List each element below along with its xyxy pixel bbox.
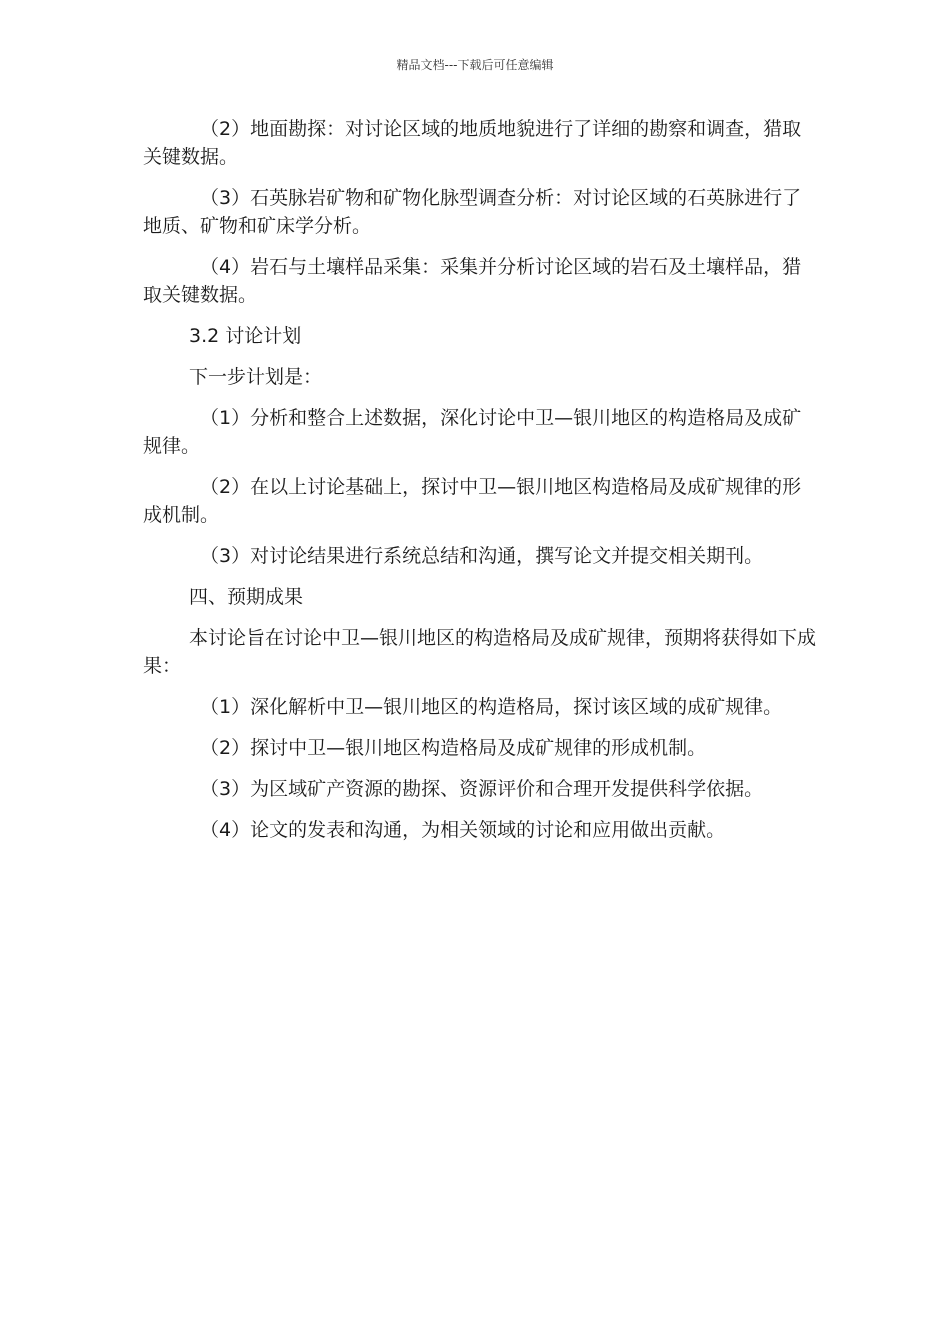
section-heading-expected-results: 四、预期成果 [189,586,304,608]
paragraph-results-intro: 本讨论旨在讨论中卫—银川地区的构造格局及成矿规律，预期将获得如下成果： [143,627,817,677]
paragraph-plan-item-1: （1）分析和整合上述数据，深化讨论中卫—银川地区的构造格局及成矿规律。 [143,407,802,457]
paragraph-result-item-1: （1）深化解析中卫—银川地区的构造格局，探讨该区域的成矿规律。 [200,696,783,718]
paragraph-result-item-4: （4）论文的发表和沟通，为相关领域的讨论和应用做出贡献。 [200,819,726,841]
paragraph-ground-survey: （2）地面勘探：对讨论区域的地质地貌进行了详细的勘察和调查，猎取关键数据。 [143,118,802,168]
paragraph-result-item-2: （2）探讨中卫—银川地区构造格局及成矿规律的形成机制。 [200,737,707,759]
paragraph-result-item-3: （3）为区域矿产资源的勘探、资源评价和合理开发提供科学依据。 [200,778,764,800]
page-header: 精品文档---下载后可任意编辑 [396,58,554,72]
paragraph-quartz-vein-analysis: （3）石英脉岩矿物和矿物化脉型调查分析：对讨论区域的石英脉进行了地质、矿物和矿床学分析。 [143,187,802,237]
document-body [143,115,818,857]
paragraph-plan-item-3: （3）对讨论结果进行系统总结和沟通，撰写论文并提交相关期刊。 [200,545,764,567]
paragraph-plan-item-2: （2）在以上讨论基础上，探讨中卫—银川地区构造格局及成矿规律的形成机制。 [143,476,802,526]
paragraph-sample-collection: （4）岩石与土壤样品采集：采集并分析讨论区域的岩石及土壤样品，猎取关键数据。 [143,256,802,306]
section-heading-research-plan: 3.2 讨论计划 [189,325,302,347]
paragraph-plan-intro: 下一步计划是： [189,366,323,388]
